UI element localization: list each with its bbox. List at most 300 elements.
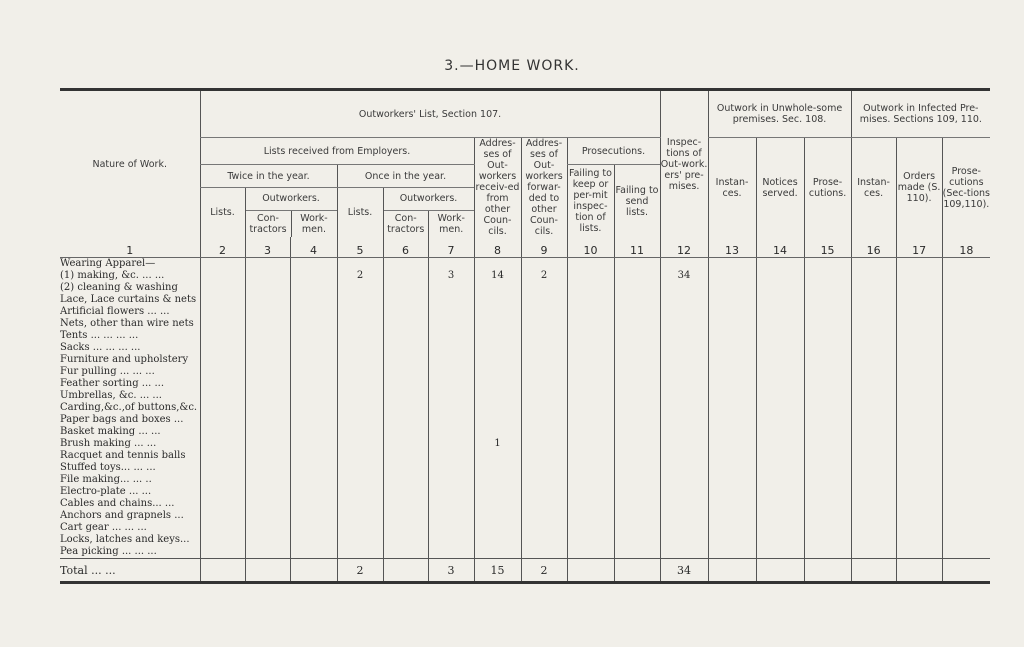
table-cell [708, 258, 756, 271]
table-row [60, 354, 990, 366]
total-cell [851, 559, 896, 583]
table-cell [383, 366, 428, 378]
table-cell [942, 318, 990, 330]
table-cell [851, 438, 896, 450]
table-cell [474, 522, 521, 534]
table-cell [521, 426, 567, 438]
table-cell [804, 426, 851, 438]
table-cell [708, 270, 756, 282]
table-cell [200, 534, 245, 546]
table-cell [474, 366, 521, 378]
table-cell [474, 498, 521, 510]
table-cell [428, 378, 474, 390]
table-cell [942, 474, 990, 486]
table-cell [521, 258, 567, 271]
table-cell [521, 534, 567, 546]
table-cell [474, 426, 521, 438]
once-header: Once in the year. [337, 165, 474, 188]
table-cell [521, 402, 567, 414]
table-cell [851, 546, 896, 559]
table-cell [290, 342, 337, 354]
table-row [60, 378, 990, 390]
table-cell [851, 342, 896, 354]
row-label: Artificial flowers ... ... [60, 306, 170, 317]
row-label: Cart gear ... ... ... [60, 522, 147, 533]
column-number: 10 [567, 237, 614, 258]
table-cell [942, 294, 990, 306]
table-cell [804, 354, 851, 366]
table-cell [474, 258, 521, 271]
table-cell [290, 330, 337, 342]
table-cell [383, 462, 428, 474]
table-cell [383, 426, 428, 438]
table-cell [804, 294, 851, 306]
table-cell [383, 510, 428, 522]
table-cell [567, 342, 614, 354]
table-cell [896, 546, 942, 559]
table-cell [245, 474, 290, 486]
table-cell [851, 450, 896, 462]
column-number: 8 [474, 237, 521, 258]
table-cell [804, 498, 851, 510]
table-cell [660, 522, 708, 534]
table-cell [896, 354, 942, 366]
table-cell [245, 318, 290, 330]
section-heading: Wearing Apparel— [60, 258, 156, 269]
table-cell [851, 402, 896, 414]
unwholesome-header: Outwork in Unwhole-some premises. Sec. 108. [708, 90, 851, 138]
table-cell [614, 462, 660, 474]
table-cell [200, 426, 245, 438]
table-cell [660, 282, 708, 294]
orders-header: Orders made (S. 110). [896, 138, 942, 238]
table-cell [942, 354, 990, 366]
table-cell [660, 426, 708, 438]
table-cell [614, 342, 660, 354]
table-cell [474, 330, 521, 342]
table-cell [614, 390, 660, 402]
table-cell [942, 366, 990, 378]
table-cell [245, 258, 290, 271]
table-cell [614, 354, 660, 366]
table-cell [521, 294, 567, 306]
table-cell [200, 354, 245, 366]
row-label: Cables and chains... ... [60, 498, 175, 509]
total-cell [708, 559, 756, 583]
table-cell [614, 534, 660, 546]
table-cell [851, 498, 896, 510]
row-label: Umbrellas, &c. ... ... [60, 390, 162, 401]
outworkers-list-header: Outworkers' List, Section 107. [200, 90, 660, 138]
table-cell [245, 306, 290, 318]
table-cell [942, 306, 990, 318]
table-cell [756, 354, 804, 366]
table-cell [337, 426, 383, 438]
total-cell [200, 559, 245, 583]
table-cell [660, 474, 708, 486]
column-number: 14 [756, 237, 804, 258]
table-cell [708, 294, 756, 306]
table-cell [660, 534, 708, 546]
table-cell [428, 390, 474, 402]
addresses-forwarded-header: Addres-ses of Out-workers forwar-ded to other Coun-cils. [521, 138, 567, 238]
table-cell [660, 330, 708, 342]
prosecutions-infected-header: Prose-cutions (Sec-tions 109,110). [942, 138, 990, 238]
table-cell [474, 390, 521, 402]
table-cell [200, 306, 245, 318]
row-label: Anchors and grapnels ... [60, 510, 184, 521]
table-cell [896, 306, 942, 318]
row-label: (1) making, &c. ... ... [60, 270, 165, 281]
table-row [60, 486, 990, 498]
table-cell [896, 294, 942, 306]
table-cell [290, 318, 337, 330]
table-cell [567, 426, 614, 438]
outworkers-once-header: Outworkers. [384, 188, 474, 211]
table-cell [804, 474, 851, 486]
table-cell [245, 522, 290, 534]
table-cell [567, 402, 614, 414]
table-cell [290, 258, 337, 271]
table-cell [756, 318, 804, 330]
table-cell [942, 522, 990, 534]
table-cell [521, 390, 567, 402]
table-cell [756, 426, 804, 438]
table-cell: 3 [428, 270, 474, 282]
table-cell [804, 366, 851, 378]
row-label: Feather sorting ... ... [60, 378, 165, 389]
table-cell [200, 414, 245, 426]
table-cell [614, 366, 660, 378]
table-row [60, 426, 990, 438]
table-cell [567, 450, 614, 462]
table-row [60, 414, 990, 426]
table-cell [383, 546, 428, 559]
row-label: Sacks ... ... ... ... [60, 342, 141, 353]
column-number: 16 [851, 237, 896, 258]
table-cell [290, 426, 337, 438]
table-row [60, 270, 990, 282]
table-cell [804, 390, 851, 402]
column-number: 1 [60, 237, 200, 258]
table-cell [756, 450, 804, 462]
table-cell [337, 438, 383, 450]
table-cell [383, 330, 428, 342]
table-cell [896, 498, 942, 510]
table-cell [245, 402, 290, 414]
column-number: 11 [614, 237, 660, 258]
addresses-received-header: Addres-ses of Out-workers receiv-ed from other Coun-cils. [475, 138, 520, 237]
table-cell [337, 486, 383, 498]
table-cell [245, 330, 290, 342]
table-cell [290, 414, 337, 426]
table-row [60, 510, 990, 522]
table-cell [245, 426, 290, 438]
table-cell [708, 510, 756, 522]
table-cell [200, 438, 245, 450]
table-cell [567, 546, 614, 559]
table-row [60, 390, 990, 402]
column-number: 6 [383, 237, 428, 258]
table-cell [337, 258, 383, 271]
table-cell [383, 498, 428, 510]
table-cell [290, 450, 337, 462]
table-cell [383, 258, 428, 271]
lists-twice-header: Lists. [200, 188, 245, 238]
table-cell [200, 510, 245, 522]
table-cell [756, 486, 804, 498]
table-cell [337, 330, 383, 342]
outworkers-twice-header: Outworkers. [246, 188, 337, 211]
table-cell [756, 402, 804, 414]
table-cell [474, 510, 521, 522]
table-cell [851, 330, 896, 342]
column-number: 9 [521, 237, 567, 258]
table-cell [245, 486, 290, 498]
column-number: 2 [200, 237, 245, 258]
table-cell [290, 462, 337, 474]
row-label: Furniture and upholstery [60, 354, 189, 365]
table-cell [428, 306, 474, 318]
table-row [60, 450, 990, 462]
table-cell [660, 546, 708, 559]
table-row [60, 522, 990, 534]
column-number: 15 [804, 237, 851, 258]
table-cell [756, 414, 804, 426]
column-number: 3 [245, 237, 290, 258]
table-cell [660, 462, 708, 474]
column-number: 18 [942, 237, 990, 258]
table-cell [337, 390, 383, 402]
table-cell [708, 438, 756, 450]
table-cell [896, 534, 942, 546]
table-cell [337, 522, 383, 534]
table-cell [804, 318, 851, 330]
table-cell [428, 510, 474, 522]
table-cell [245, 270, 290, 282]
table-cell [337, 534, 383, 546]
table-cell [756, 510, 804, 522]
infected-header: Outwork in Infected Pre-mises. Sections 109, 110. [851, 90, 990, 138]
table-cell [200, 366, 245, 378]
table-cell [567, 534, 614, 546]
table-cell [942, 414, 990, 426]
table-cell [245, 462, 290, 474]
table-cell [474, 402, 521, 414]
twice-header: Twice in the year. [200, 165, 337, 188]
column-number: 13 [708, 237, 756, 258]
table-cell [474, 462, 521, 474]
notices-header: Notices served. [756, 138, 804, 238]
table-cell [337, 546, 383, 559]
table-cell [337, 282, 383, 294]
table-cell [614, 450, 660, 462]
table-cell [660, 450, 708, 462]
table-cell [614, 546, 660, 559]
table-cell [337, 510, 383, 522]
table-cell [567, 522, 614, 534]
table-cell [614, 522, 660, 534]
table-cell [245, 390, 290, 402]
row-label: Racquet and tennis balls [60, 450, 186, 461]
table-cell [428, 546, 474, 559]
table-cell [245, 510, 290, 522]
table-cell [245, 414, 290, 426]
lists-once-header: Lists. [337, 188, 383, 238]
table-cell [756, 294, 804, 306]
table-cell [708, 378, 756, 390]
table-row [60, 498, 990, 510]
table-cell [567, 474, 614, 486]
table-cell [942, 426, 990, 438]
column-number: 5 [337, 237, 383, 258]
table-cell [708, 402, 756, 414]
table-cell [851, 378, 896, 390]
table-cell [428, 426, 474, 438]
table-cell [521, 522, 567, 534]
table-cell [660, 390, 708, 402]
table-cell [851, 354, 896, 366]
table-cell [245, 450, 290, 462]
table-cell [614, 294, 660, 306]
table-cell [337, 342, 383, 354]
table-cell [383, 306, 428, 318]
table-cell [428, 474, 474, 486]
table-cell [708, 534, 756, 546]
table-cell [245, 354, 290, 366]
table-row [60, 330, 990, 342]
table-cell [521, 342, 567, 354]
table-cell [708, 426, 756, 438]
table-row [60, 402, 990, 414]
workmen-once-header: Work-men. [428, 211, 474, 237]
table-cell [942, 510, 990, 522]
table-cell [428, 366, 474, 378]
table-cell [942, 270, 990, 282]
table-cell [567, 294, 614, 306]
table-cell [804, 306, 851, 318]
table-cell [567, 354, 614, 366]
table-cell [200, 498, 245, 510]
table-body [60, 258, 990, 559]
table-cell [804, 522, 851, 534]
table-cell [804, 534, 851, 546]
table-cell [521, 438, 567, 450]
row-label: Electro-plate ... ... [60, 486, 152, 497]
table-row [60, 534, 990, 546]
table-cell [942, 450, 990, 462]
total-cell: 15 [474, 559, 521, 583]
table-cell [708, 366, 756, 378]
instances-header: Instan-ces. [708, 138, 756, 238]
row-label: Brush making ... ... [60, 438, 157, 449]
table-cell [428, 354, 474, 366]
table-cell [660, 498, 708, 510]
table-cell [474, 294, 521, 306]
table-cell [896, 342, 942, 354]
table-cell [614, 426, 660, 438]
table-cell [290, 546, 337, 559]
table-cell [756, 378, 804, 390]
table-cell [614, 438, 660, 450]
table-cell [942, 402, 990, 414]
table-cell [896, 450, 942, 462]
table-cell [474, 318, 521, 330]
table-cell [708, 414, 756, 426]
table-cell [567, 366, 614, 378]
table-cell [200, 318, 245, 330]
table-cell [804, 414, 851, 426]
table-cell [383, 534, 428, 546]
table-cell [804, 402, 851, 414]
table-cell [200, 450, 245, 462]
table-cell [756, 522, 804, 534]
table-cell [851, 270, 896, 282]
table-cell [290, 522, 337, 534]
table-cell [245, 294, 290, 306]
table-row [60, 546, 990, 559]
table-cell [567, 462, 614, 474]
table-cell [428, 402, 474, 414]
table-cell [290, 390, 337, 402]
table-cell [383, 294, 428, 306]
table-cell [896, 366, 942, 378]
table-cell [851, 294, 896, 306]
total-cell [567, 559, 614, 583]
table-cell [942, 258, 990, 271]
total-row [60, 559, 990, 583]
table-cell [290, 354, 337, 366]
table-cell [337, 414, 383, 426]
table-cell [474, 474, 521, 486]
table-cell [521, 318, 567, 330]
table-cell [896, 270, 942, 282]
table-cell [337, 498, 383, 510]
table-cell [200, 330, 245, 342]
row-label: Locks, latches and keys... [60, 534, 190, 545]
table-cell [756, 438, 804, 450]
table-cell [383, 342, 428, 354]
table-cell [614, 510, 660, 522]
table-cell [756, 258, 804, 271]
table-cell [660, 414, 708, 426]
contractors-twice-header: Con-tractors [249, 213, 287, 235]
table-cell [851, 534, 896, 546]
failing-keep-header: Failing to keep or per-mit inspec-tion of lists. [567, 165, 614, 238]
table-cell [896, 474, 942, 486]
table-cell [614, 474, 660, 486]
row-label: Basket making ... ... [60, 426, 161, 437]
table-cell [428, 282, 474, 294]
table-cell [660, 294, 708, 306]
prosecutions-header: Prosecutions. [567, 138, 660, 165]
table-cell [290, 438, 337, 450]
table-cell [521, 354, 567, 366]
table-cell [708, 318, 756, 330]
table-cell [896, 462, 942, 474]
table-cell [200, 486, 245, 498]
table-cell [804, 258, 851, 271]
table-cell [383, 414, 428, 426]
table-cell [290, 366, 337, 378]
table-cell [290, 534, 337, 546]
contractors-once-header: Con-tractors [387, 213, 425, 235]
table-cell [804, 462, 851, 474]
table-cell [756, 462, 804, 474]
table-cell [708, 354, 756, 366]
table-cell [942, 534, 990, 546]
table-cell [756, 498, 804, 510]
